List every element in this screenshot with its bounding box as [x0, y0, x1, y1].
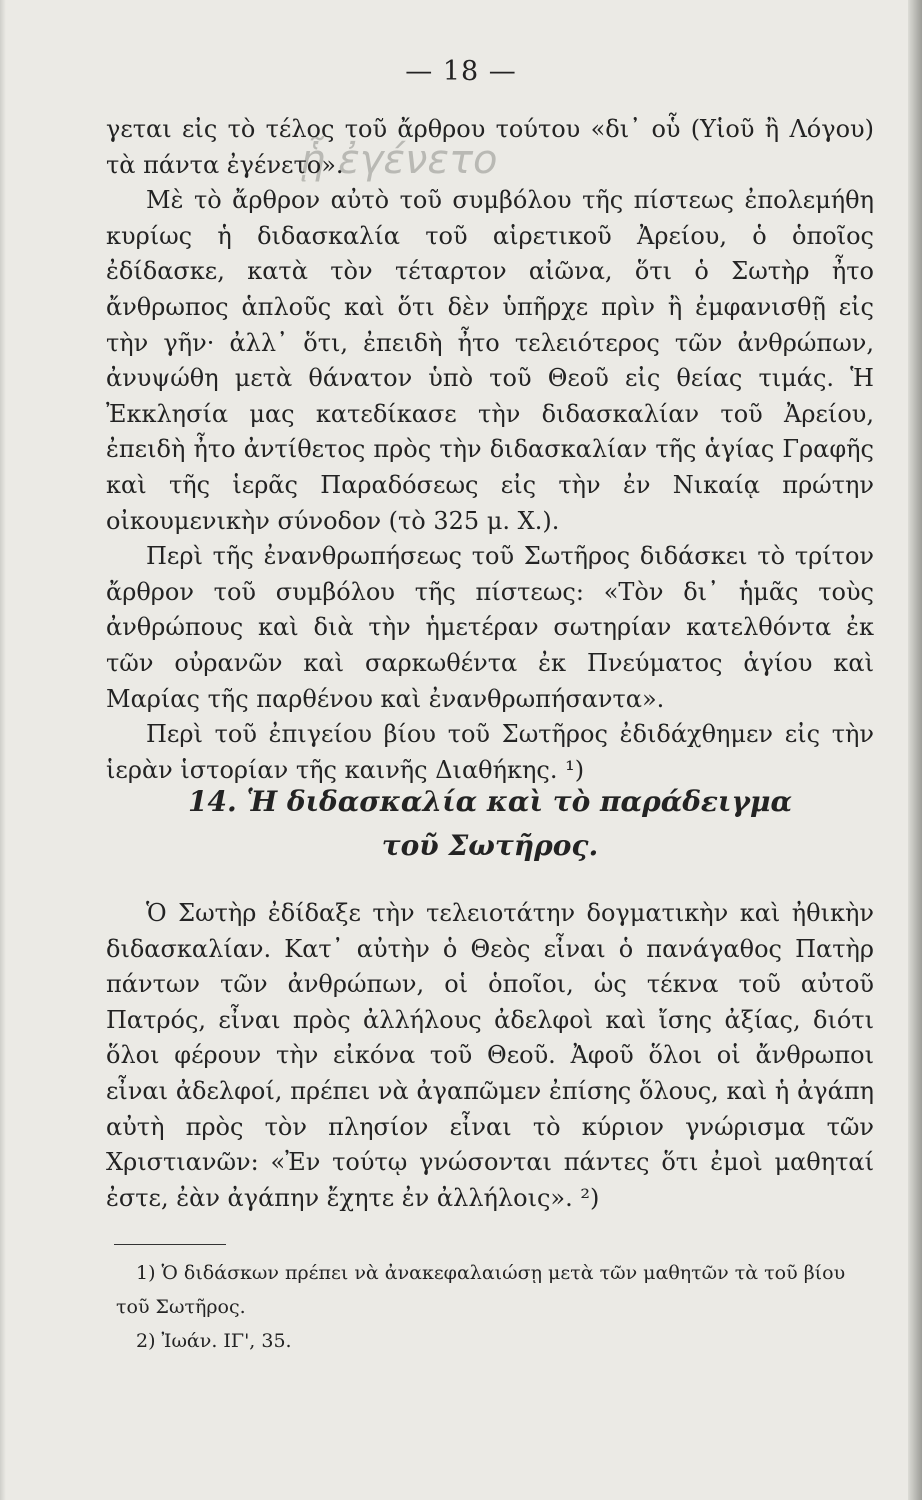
paragraph-continuation: γεται εἰς τὸ τέλος τοῦ ἄρθρου τούτου «δι᾿ οὗ (Υἱοῦ ἢ Λόγου) τὰ πάντα ἐγένετο». — [106, 115, 874, 179]
heading-line-1: 14. Ἡ διδασκαλία καὶ τὸ παράδειγμα — [187, 785, 793, 818]
footnote-1: 1) Ὁ διδάσκων πρέπει νὰ ἀνακεφαλαιώσῃ μετὰ τῶν μαθητῶν τὰ τοῦ βίου τοῦ Σωτῆρος. — [116, 1262, 846, 1318]
footnotes — [116, 1256, 876, 1358]
paragraph-earthly-life: Περὶ τοῦ ἐπιγείου βίου τοῦ Σωτῆρος ἐδιδάχθημεν εἰς τὴν ἱερὰν ἱστορίαν τῆς καινῆς Διαθήκης. ¹) — [106, 720, 874, 784]
section-14-heading — [106, 780, 874, 868]
page-right-edge — [908, 0, 922, 1500]
page-number: — 18 — — [405, 56, 517, 87]
section-13-continuation — [106, 112, 874, 788]
paragraph-arius: Μὲ τὸ ἄρθρον αὐτὸ τοῦ συμβόλου τῆς πίστεως ἐπολεμήθη κυρίως ἡ διδασκαλία τοῦ αἱρετικοῦ Ἀρείου, ὁ ὁποῖος ἐδίδασκε, κατὰ τὸν τέταρτον αἰῶνα, ὅτι ὁ Σωτὴρ ἦτο ἄνθρωπος ἁπλοῦς καὶ ὅτι δὲν ὑπῆρχε πρὶν ἢ ἐμφανισθῇ εἰς τὴν γῆν· ἀλλ᾿ ὅτι, ἐπειδὴ ἦτο τελειότερος τῶν ἀνθρώπων, ἀνυψώθη μετὰ θάνατον ὑπὸ τοῦ Θεοῦ εἰς θείας τιμάς. Ἡ Ἐκκλησία μας κατεδίκασε τὴν διδασκαλίαν τοῦ Ἀρείου, ἐπειδὴ ἦτο ἀντίθετος πρὸς τὴν διδασκαλίαν τῆς ἁγίας Γραφῆς καὶ τῆς ἱερᾶς Παραδόσεως εἰς τὴν ἐν Νικαίᾳ πρώτην οἰκουμενικὴν σύνοδον (τὸ 325 μ. Χ.). — [106, 186, 874, 535]
paragraph-teaching: Ὁ Σωτὴρ ἐδίδαξε τὴν τελειοτάτην δογματικὴν καὶ ἠθικὴν διδασκαλίαν. Κατ᾿ αὐτὴν ὁ Θεὸς εἶναι ὁ πανάγαθος Πατὴρ πάντων τῶν ἀνθρώπων, οἱ ὁποῖοι, ὡς τέκνα τοῦ αὐτοῦ Πατρός, εἶναι πρὸς ἀλλήλους ἀδελφοὶ καὶ ἴσης ἀξίας, διότι ὅλοι φέρουν τὴν εἰκόνα τοῦ Θεοῦ. Ἀφοῦ ὅλοι οἱ ἄνθρωποι εἶναι ἀδελφοί, πρέπει νὰ ἀγαπῶμεν ἐπίσης ὅλους, καὶ ἡ ἀγάπη αὐτὴ πρὸς τὸν πλησίον εἶναι τὸ κύριον γνώρισμα τῶν Χριστιανῶν: «Ἐν τούτῳ γνώσονται πάντες ὅτι ἐμοὶ μαθηταί ἐστε, ἐὰν ἀγάπην ἔχητε ἐν ἀλλήλοις». ²) — [106, 899, 874, 1212]
paragraph-incarnation: Περὶ τῆς ἐνανθρωπήσεως τοῦ Σωτῆρος διδάσκει τὸ τρίτον ἄρθρον τοῦ συμβόλου τῆς πίστεως: «Τὸν δι᾿ ἡμᾶς τοὺς ἀνθρώπους καὶ διὰ τὴν ἡμετέραν σωτηρίαν κατελθόντα ἐκ τῶν οὐρανῶν καὶ σαρκωθέντα ἐκ Πνεύματος ἁγίου καὶ Μαρίας τῆς παρθένου καὶ ἐνανθρωπήσαντα». — [106, 542, 874, 713]
page-left-edge — [0, 0, 6, 1500]
pencil-annotation: ᾗ ἐγένετο — [300, 137, 498, 183]
heading-line-2: τοῦ Σωτῆρος. — [381, 829, 599, 862]
footnote-divider — [114, 1244, 226, 1245]
footnote-2: 2) Ἰωάν. ΙΓ', 35. — [136, 1330, 292, 1352]
section-14-body — [106, 896, 874, 1216]
